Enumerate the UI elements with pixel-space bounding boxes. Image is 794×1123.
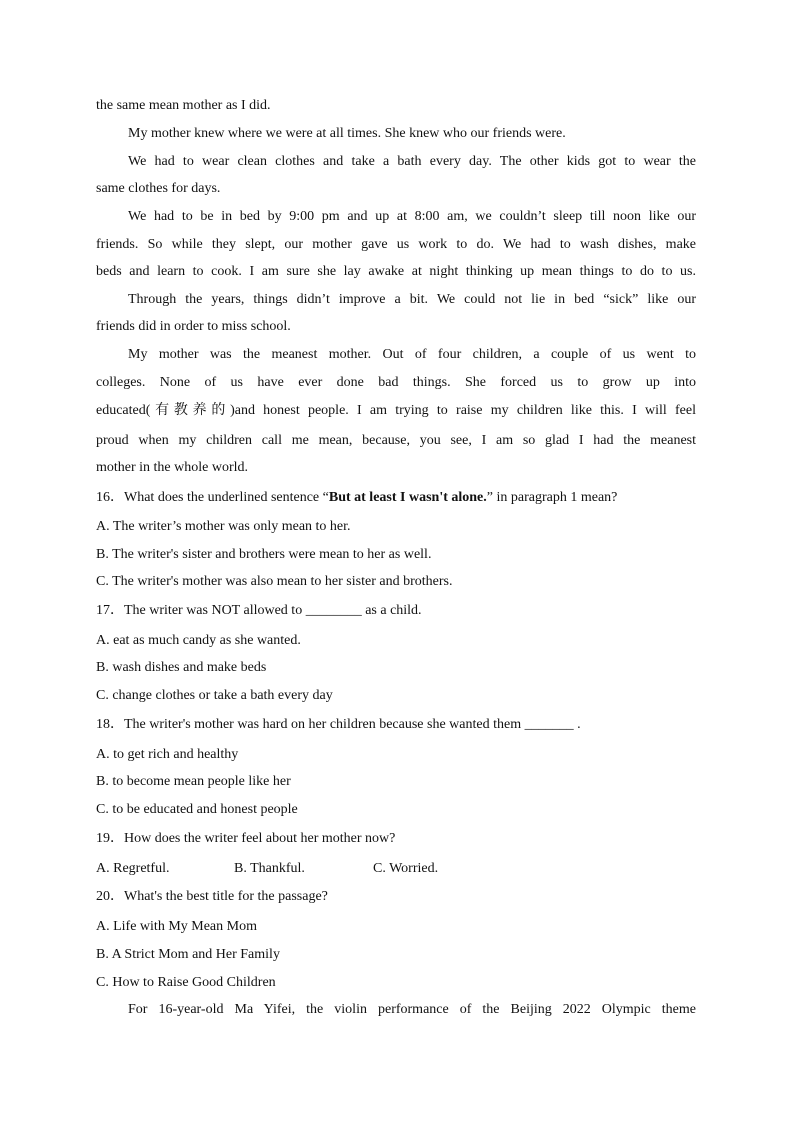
passage-line: beds and learn to cook. I am sure she lay awake at night thinking up mean things to do to us. [96, 264, 696, 279]
option-c: C. Worried. [373, 861, 439, 876]
passage-line: the same mean mother as I did. [96, 98, 271, 113]
passage-line: mother in the whole world. [96, 460, 249, 475]
question-text: What does the underlined sentence “ [124, 490, 329, 505]
question-text: ” in paragraph 1 mean? [486, 490, 618, 505]
option-a: A. Regretful. [96, 861, 170, 876]
option-b: B. Thankful. [234, 861, 305, 876]
question-16 [96, 490, 696, 506]
passage-line: My mother was the meanest mother. Out of four children, a couple of us went to [128, 347, 696, 362]
option-c: C. change clothes or take a bath every day [96, 688, 333, 703]
underlined-sentence: But at least I wasn't alone. [328, 490, 487, 505]
passage-line: We had to wear clean clothes and take a bath every day. The other kids got to wear the [128, 154, 696, 169]
option-a: A. Life with My Mean Mom [96, 919, 257, 934]
option-c: C. to be educated and honest people [96, 802, 298, 817]
passage-line: same clothes for days. [96, 181, 221, 196]
passage-line: We had to be in bed by 9:00 pm and up at 8:00 am, we couldn’t sleep till noon like our [128, 209, 696, 224]
question-text: How does the writer feel about her mother now? [124, 831, 396, 846]
question-number: 18． [96, 717, 124, 732]
question-text: The writer was NOT allowed to ________ as a child. [124, 603, 422, 618]
passage-line: Through the years, things didn’t improve a bit. We could not lie in bed “sick” like our [128, 292, 696, 307]
passage-line: educated(有教养的)and honest people. I am trying to raise my children like this. I will feel [96, 403, 696, 418]
option-c: C. How to Raise Good Children [96, 975, 276, 990]
option-b: B. wash dishes and make beds [96, 660, 267, 675]
option-a: A. eat as much candy as she wanted. [96, 633, 301, 648]
question-text: What's the best title for the passage? [124, 889, 328, 904]
question-number: 20． [96, 889, 124, 904]
question-number: 17． [96, 603, 124, 618]
question-19 [96, 831, 696, 847]
question-number: 19． [96, 831, 124, 846]
option-b: B. The writer's sister and brothers were mean to her as well. [96, 547, 432, 562]
option-a: A. The writer’s mother was only mean to her. [96, 519, 351, 534]
question-17 [96, 603, 696, 619]
option-a: A. to get rich and healthy [96, 747, 239, 762]
passage-line: proud when my children call me mean, because, you see, I am so glad I had the meanest [96, 433, 696, 448]
passage-line: My mother knew where we were at all times. She knew who our friends were. [128, 126, 566, 141]
passage-line: friends. So while they slept, our mother gave us work to do. We had to wash dishes, make [96, 237, 696, 252]
passage-line: colleges. None of us have ever done bad things. She forced us to grow up into [96, 375, 696, 390]
options-row [96, 861, 696, 877]
option-c: C. The writer's mother was also mean to her sister and brothers. [96, 574, 453, 589]
passage-line: friends did in order to miss school. [96, 319, 291, 334]
next-passage-line: For 16-year-old Ma Yifei, the violin performance of the Beijing 2022 Olympic theme [128, 1002, 696, 1017]
option-b: B. to become mean people like her [96, 774, 291, 789]
question-text: The writer's mother was hard on her children because she wanted them _______ . [124, 717, 581, 732]
question-20 [96, 889, 696, 905]
question-number: 16． [96, 490, 124, 505]
question-18 [96, 717, 696, 733]
option-b: B. A Strict Mom and Her Family [96, 947, 280, 962]
